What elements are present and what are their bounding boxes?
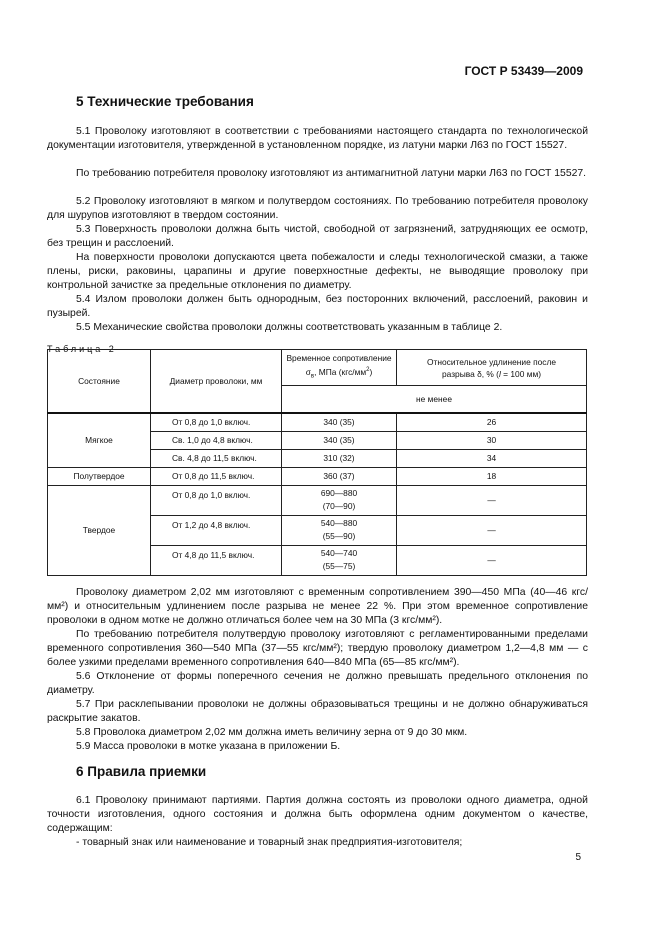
paragraph: По требованию потребителя проволоку изготовляют из антимагнитной латуни марки Л63 по ГОСТ 15527.: [76, 168, 587, 179]
paragraph: 5.1 Проволоку изготовляют в соответствии с требованиями настоящего стандарта по технологической документации изготовителя, утвержденной в установленном порядке, из латуни марки Л63 по ГОСТ 15527.: [47, 126, 588, 152]
section-5-title: 5 Технические требования: [76, 94, 254, 109]
elongation-cell: 34: [397, 449, 587, 467]
paragraph: - товарный знак или наименование и товарный знак предприятия-изготовителя;: [76, 837, 463, 848]
elongation-cell: —: [397, 485, 587, 515]
strength-cell: 340 (35): [282, 431, 397, 449]
document-id: ГОСТ Р 53439—2009: [464, 64, 583, 78]
strength-cell: 690—880 (70—90): [282, 485, 397, 515]
paragraph: 5.7 При расклепывании проволоки не должны образовываться трещины и не должно обнаруживаться раскрытие закатов.: [47, 699, 588, 725]
strength-cell: 540—880 (55—90): [282, 515, 397, 545]
header-min-note: не менее: [282, 386, 587, 414]
elongation-cell: 30: [397, 431, 587, 449]
header-elongation: Относительное удлинение после разрыва δ, % (l = 100 мм): [397, 350, 587, 386]
section-6-title: 6 Правила приемки: [76, 764, 207, 779]
diameter-cell: От 0,8 до 11,5 включ.: [151, 467, 282, 485]
paragraph: 5.3 Поверхность проволоки должна быть чистой, свободной от загрязнений, затрудняющих ее осмотр, без трещин и расслоений.: [47, 224, 588, 250]
strength-cell: 540—740 (55—75): [282, 545, 397, 575]
elongation-cell: —: [397, 545, 587, 575]
state-cell: Полутвердое: [48, 467, 151, 485]
table-caption: Таблица 2: [47, 344, 117, 354]
diameter-cell: Св. 1,0 до 4,8 включ.: [151, 431, 282, 449]
paragraph: 5.6 Отклонение от формы поперечного сечения не должно превышать предельного отклонения по диаметру.: [47, 671, 588, 697]
strength-cell: 310 (32): [282, 449, 397, 467]
header-diameter: Диаметр проволоки, мм: [151, 350, 282, 414]
paragraph: 6.1 Проволоку принимают партиями. Партия должна состоять из проволоки одного диаметра, одной точности изготовления, одного состояния и должна быть оформлена одним документом о качестве, содержащим:: [47, 795, 588, 835]
table-2: [47, 349, 587, 576]
paragraph: По требованию потребителя полутвердую проволоку изготовляют с регламентированными пределами временного сопротивления 360—540 МПа (37—55 кгс/мм²); твердую проволоку диаметром 1,2—4,8 мм — с более узкими пределами временного сопротивления 640—840 МПа (65—85 кгс/мм²).: [47, 629, 588, 669]
page-number: 5: [575, 852, 581, 863]
strength-cell: 360 (37): [282, 467, 397, 485]
diameter-cell: От 4,8 до 11,5 включ.: [151, 545, 282, 575]
diameter-cell: От 1,2 до 4,8 включ.: [151, 515, 282, 545]
state-cell: Мягкое: [48, 413, 151, 467]
strength-cell: 340 (35): [282, 413, 397, 431]
paragraph: 5.8 Проволока диаметром 2,02 мм должна иметь величину зерна от 9 до 30 мкм.: [76, 727, 468, 738]
paragraph: 5.5 Механические свойства проволоки должны соответствовать указанным в таблице 2.: [76, 322, 503, 333]
diameter-cell: Св. 4,8 до 11,5 включ.: [151, 449, 282, 467]
header-state: Состояние: [48, 350, 151, 414]
elongation-cell: —: [397, 515, 587, 545]
diameter-cell: От 0,8 до 1,0 включ.: [151, 413, 282, 431]
state-cell: Твердое: [48, 485, 151, 575]
paragraph: На поверхности проволоки допускаются цвета побежалости и следы технологической смазки, а также плены, риски, раковины, царапины и другие поверхностные дефекты, не выводящие проволоку при контрольной зачистке за предельные отклонения по диаметру.: [47, 252, 588, 292]
paragraph: 5.4 Излом проволоки должен быть однородным, без посторонних включений, расслоений, раковин и пузырей.: [47, 294, 588, 320]
paragraph: 5.2 Проволоку изготовляют в мягком и полутвердом состояниях. По требованию потребителя проволоку для шурупов изготовляют в твердом состоянии.: [47, 196, 588, 222]
elongation-cell: 18: [397, 467, 587, 485]
paragraph: 5.9 Масса проволоки в мотке указана в приложении Б.: [76, 741, 341, 752]
header-strength: Временное сопротивление $\sigma_в$, МПа $(кгс/мм^2)$: [282, 350, 397, 386]
paragraph: Проволоку диаметром 2,02 мм изготовляют с временным сопротивлением 390—450 МПа (40—46 кгс/мм²) и относительным удлинением после разрыва не менее 22 %. При этом временное сопротивление проволоки в одном мотке не должно отличаться более чем на 30 МПа (3 кгс/мм²).: [47, 587, 588, 627]
diameter-cell: От 0,8 до 1,0 включ.: [151, 485, 282, 515]
elongation-cell: 26: [397, 413, 587, 431]
